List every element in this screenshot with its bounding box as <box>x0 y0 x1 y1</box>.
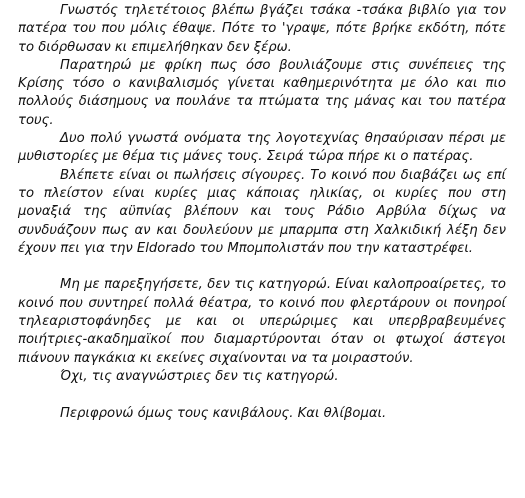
document-body <box>18 2 506 423</box>
paragraph-6: Όχι, τις αναγνώστριες δεν τις κατηγορώ. <box>60 368 339 384</box>
paragraph-7: Περιφρονώ όμως τους κανιβάλους. Και θλίβομαι. <box>60 405 387 421</box>
paragraph-5: Μη με παρεξηγήσετε, δεν τις κατηγορώ. Είναι καλοπροαίρετες, το κοινό που συντηρεί πολλά θέατρα, το κοινό που φλερτάρουν οι πονηροί τηλεαριστοφάνηδες με και οι υπερώριμες και υπερβραβευμένες ποιήτριες-ακαδημαϊκοί που διαμαρτύρονται όταν οι φτωχοί άστεγοι πιάνουν παγκάκια κι εκείνες σιχαίνονται να τα μοιραστούν. <box>18 277 506 366</box>
paragraph-4: Βλέπετε είναι οι πωλήσεις σίγουρες. Το κοινό που διαβάζει ως επί το πλείστον είναι κυρίες μιας κάποιας ηλικίας, οι κυρίες που στη μοναξιά της αϋπνίας βλέπουν και τους Ράδιο Αρβύλα δίχως να συνδυάζουν πως αν και δουλεύουν με μπαρμπα στη Χαλκιδική λέξη δεν έχουν πει για την Eldorado του Μπομπολιστάν που την καταστρέφει. <box>18 167 506 256</box>
paragraph-3: Δυο πολύ γνωστά ονόματα της λογοτεχνίας θησαύρισαν πέρσι με μυθιστορίες με θέμα τις μάνες τους. Σειρά τώρα πήρε κι ο πατέρας. <box>18 131 506 165</box>
paragraph-2: Παρατηρώ με φρίκη πως όσο βουλιάζουμε στις συνέπειες της Κρίσης τόσο ο κανιβαλισμός γίνεται καθημερινότητα με όλο και πιο πολλούς διάσημους να πουλάνε τα πτώματα της μάνας και του πατέρα τους. <box>18 57 506 128</box>
paragraph-1: Γνωστός τηλετέτοιος βλέπω βγάζει τσάκα -τσάκα βιβλίο για τον πατέρα του που μόλις έθαψε. Πότε το 'γραψε, πότε βρήκε εκδότη, πότε το διόρθωσαν κι επιμελήθηκαν δεν ξέρω. <box>18 3 506 55</box>
